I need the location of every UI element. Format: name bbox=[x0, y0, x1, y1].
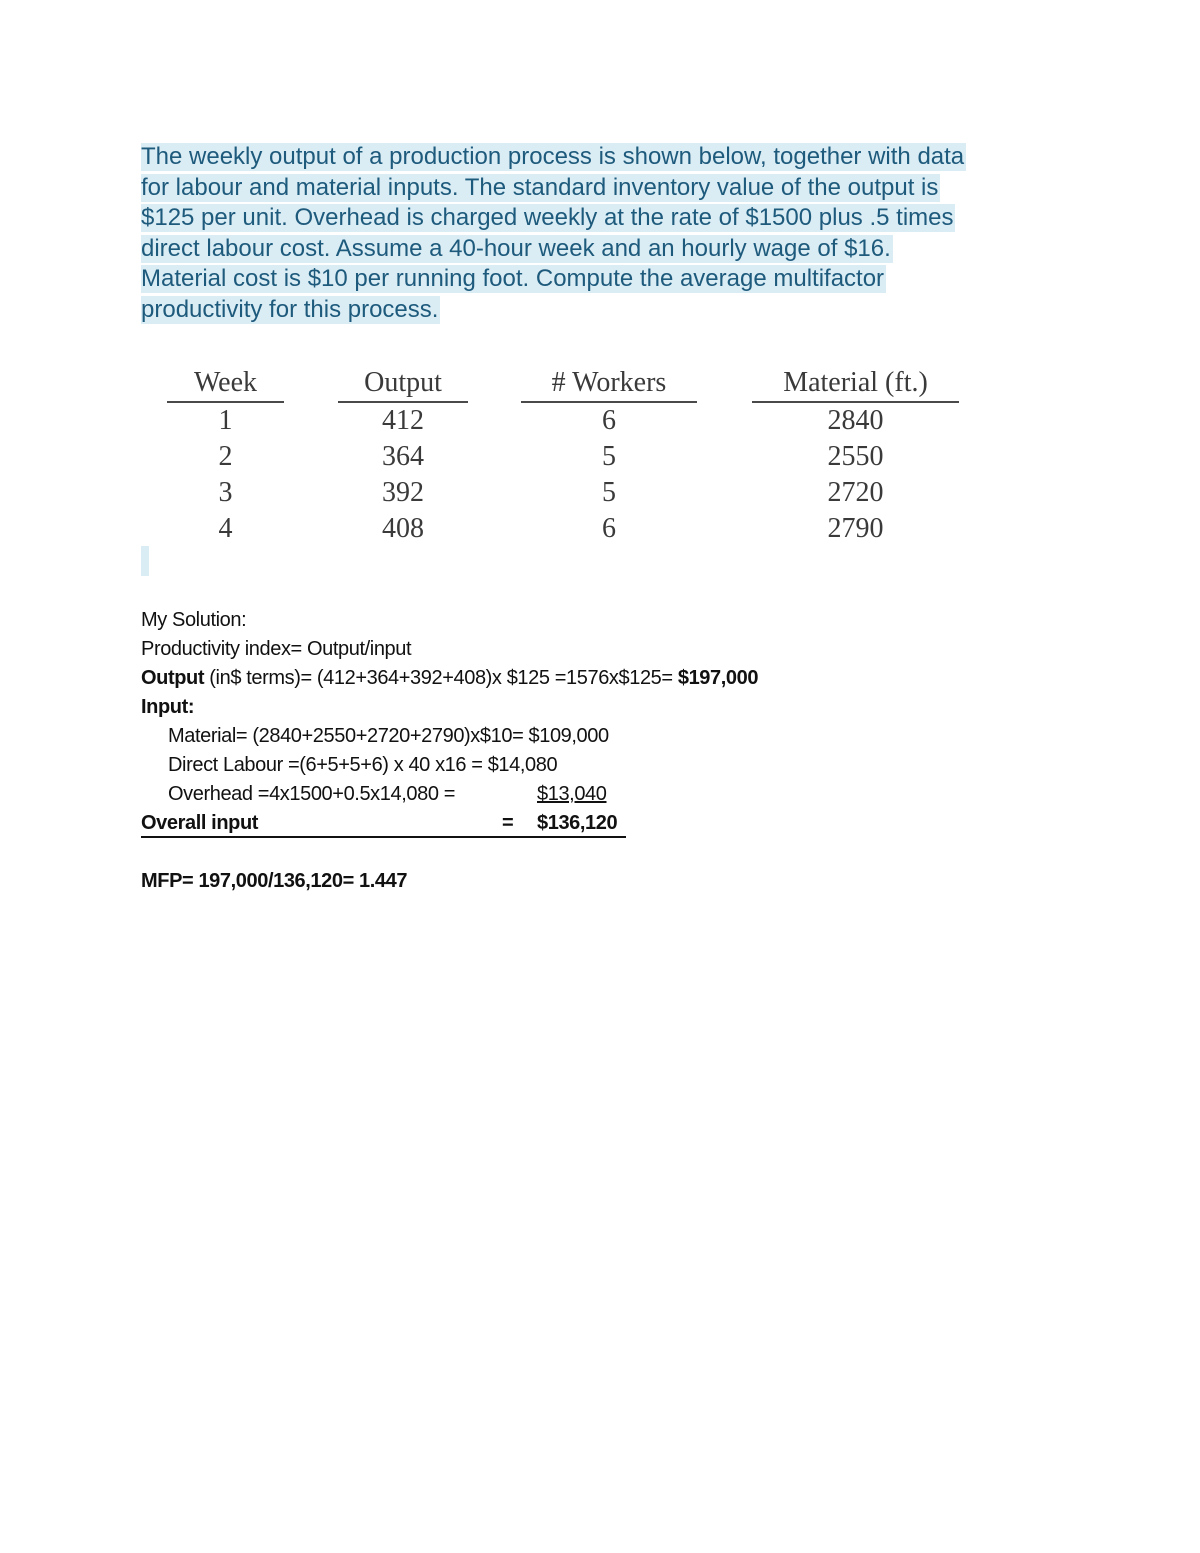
solution-block bbox=[141, 606, 1041, 896]
table-cell: 6 bbox=[602, 513, 616, 544]
table-cell: 2840 bbox=[827, 405, 884, 436]
column-header: Output bbox=[338, 365, 468, 403]
direct-labour-line: Direct Labour =(6+5+5+6) x 40 x16 = $14,080 bbox=[168, 754, 558, 776]
problem-statement bbox=[141, 142, 1061, 326]
data-table bbox=[150, 365, 970, 550]
output-line bbox=[141, 664, 1041, 693]
problem-line: Material cost is $10 per running foot. Compute the average multifactor bbox=[141, 265, 885, 293]
table-cell: 4 bbox=[218, 513, 233, 544]
overhead-value: $13,040 bbox=[537, 783, 607, 805]
overall-value: $136,120 bbox=[537, 812, 618, 834]
text-cursor-highlight bbox=[141, 546, 149, 576]
overhead-label: Overhead =4x1500+0.5x14,080 = bbox=[168, 783, 455, 805]
overall-equals: = bbox=[502, 812, 514, 834]
column-header: Week bbox=[167, 365, 284, 403]
problem-line: direct labour cost. Assume a 40-hour week and an hourly wage of $16. bbox=[141, 234, 891, 262]
table-cell: 5 bbox=[602, 441, 616, 472]
table-cell: 1 bbox=[218, 405, 233, 436]
week-column bbox=[167, 365, 284, 547]
output-total: $197,000 bbox=[677, 667, 759, 689]
table-cell: 364 bbox=[382, 441, 424, 472]
column-header: Material (ft.) bbox=[752, 365, 959, 403]
table-cell: 6 bbox=[602, 405, 616, 436]
table-cell: 2790 bbox=[827, 513, 884, 544]
material-line: Material= (2840+2550+2720+2790)x$10= $109,000 bbox=[168, 725, 609, 747]
overhead-line bbox=[141, 780, 1041, 809]
table-cell: 412 bbox=[382, 405, 424, 436]
input-label: Input: bbox=[141, 696, 195, 718]
solution-heading: My Solution: bbox=[141, 609, 247, 631]
mfp-line: MFP= 197,000/136,120= 1.447 bbox=[141, 870, 408, 892]
overall-input-line bbox=[141, 809, 626, 838]
blank-line bbox=[141, 838, 1041, 867]
table-cell: 3 bbox=[218, 477, 233, 508]
column-header: # Workers bbox=[521, 365, 697, 403]
output-label: Output bbox=[141, 667, 205, 689]
problem-line: $125 per unit. Overhead is charged weekly at the rate of $1500 plus .5 times bbox=[141, 204, 954, 232]
output-formula: (in$ terms)= (412+364+392+408)x $125 =1576x$125= bbox=[204, 667, 678, 689]
material-column bbox=[752, 365, 959, 547]
table-cell: 392 bbox=[382, 477, 424, 508]
workers-column bbox=[521, 365, 697, 547]
table-cell: 408 bbox=[382, 513, 424, 544]
overall-label: Overall input bbox=[141, 812, 259, 834]
output-column bbox=[338, 365, 468, 547]
table-cell: 2720 bbox=[827, 477, 884, 508]
problem-line: The weekly output of a production process is shown below, together with data bbox=[141, 143, 965, 170]
table-cell: 2 bbox=[218, 441, 233, 472]
productivity-index-line: Productivity index= Output/input bbox=[141, 638, 412, 660]
problem-line: for labour and material inputs. The standard inventory value of the output is bbox=[141, 173, 939, 201]
table-cell: 2550 bbox=[827, 441, 884, 472]
table-cell: 5 bbox=[602, 477, 616, 508]
problem-line: productivity for this process. bbox=[141, 295, 439, 323]
